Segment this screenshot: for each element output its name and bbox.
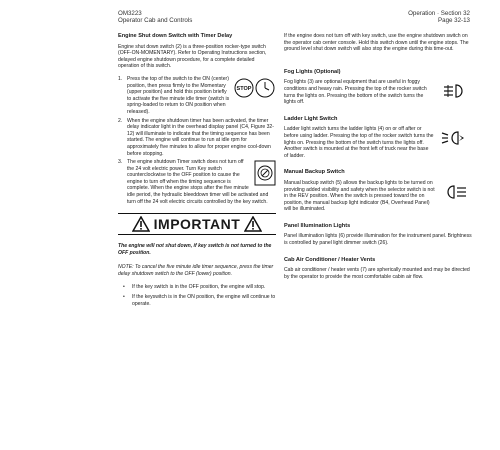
panel-illumination-section [284, 223, 474, 247]
step-text: Press the top of the switch to the ON (center) position, then press firmly to the Momentary (upper position) and hold this position briefly to activate the five minute idle timer (switch is spring-loaded to return to ON position when released). [127, 75, 230, 115]
step-text: The engine shutdown Timer switch does not turn off the 24 volt electric power. Turn Key switch counterclockwise to the OFF position to cause the engine to turn off when the timing sequence is complete. When the engine stops after the five minute idle period, the hydraulic bleeddown timer will be activated and turn off the 24 volt electric circuits controlled by the key switch. [127, 159, 269, 205]
fog-lights-text: Fog lights (3) are optional equipment that are useful in foggy conditions and heavy rain. Pressing the top of the rocker switch turns the lights on. Pressing the bottom of the switch turns the lights off. [284, 79, 427, 106]
header-right [408, 10, 470, 25]
cancel-note: NOTE: To cancel the five minute idle timer sequence, press the timer delay shutdown switch to the OFF (lower) position. [118, 264, 274, 278]
step-item [118, 76, 276, 116]
bullet-text: If the key switch is in the OFF position, the engine will stop. [132, 283, 266, 290]
important-label: IMPORTANT [153, 215, 241, 232]
cab-air-heading: Cab Air Conditioner / Heater Vents [284, 256, 376, 263]
cab-air-section [284, 257, 474, 281]
ladder-light-icon [440, 130, 468, 149]
fog-light-icon [442, 83, 468, 102]
cab-air-text: Cab air conditioner / heater vents (7) are spherically mounted and may be directed by the operator to provide the most comfortable cabin air flow. [284, 267, 470, 280]
step-number: 1. [118, 75, 123, 82]
backup-light-icon [442, 184, 468, 203]
manual-backup-section [284, 169, 474, 213]
right-column [284, 33, 474, 290]
bullet-item: • If the key switch is in the OFF position, the engine will stop. [123, 283, 266, 290]
ladder-light-heading: Ladder Light Switch [284, 115, 338, 122]
step-item [118, 159, 276, 205]
ladder-light-section [284, 116, 474, 160]
stop-icon-text: STOP [236, 85, 252, 92]
step-item [118, 118, 276, 158]
warning-triangle-icon [132, 216, 150, 232]
engine-shutdown-continued: If the engine does not turn off with key switch, use the engine shutdown switch on the operator cab center console. Hold this switch down until the engine stops. The ground level shut down switch will also stop the engine during this time-out. [284, 33, 469, 53]
engine-shutdown-steps [118, 76, 276, 205]
fog-lights-section [284, 69, 474, 106]
manual-backup-heading: Manual Backup Switch [284, 169, 345, 176]
key-switch-icon [254, 160, 276, 189]
fog-lights-heading: Fog Lights (Optional) [284, 68, 341, 75]
panel-illumination-heading: Panel Illumination Lights [284, 222, 351, 229]
page-number: Page 32-13 [438, 17, 470, 25]
step-text: When the engine shutdown timer has been activated, the timer delay indicator light in the overhead display panel (C4, Figure 32-12) will illuminate to indicate that the timing sequence has been started. The engine will continue to run at idle rpm for approximately five minutes to allow for proper engine cool-down before stopping. [127, 117, 274, 157]
bullet-item: • If the keyswitch is in the ON position, the engine will continue to operate. [123, 294, 276, 307]
document-number: OM3223 [118, 10, 142, 17]
warning-text: The engine will not shut down, if key switch is not turned to the OFF position. [118, 243, 272, 256]
note-bullets [118, 284, 276, 308]
engine-shutdown-heading: Engine Shut down Switch with Timer Delay [118, 33, 233, 39]
left-column [118, 33, 276, 311]
bullet-text: If the keyswitch is in the ON position, the engine will continue to operate. [132, 294, 276, 307]
engine-stop-timer-icon [234, 77, 276, 102]
manual-backup-text: Manual backup switch (5) allows the backup lights to be turned on providing added visibility and safety when the selector switch is not in the REV position. When the switch is pressed toward the on position, the manual backup light indicator (B4, Overhead Panel) will be illuminated. [284, 179, 435, 213]
section-title: Operation · Section 32 [408, 10, 470, 17]
panel-illumination-text: Panel illumination lights (6) provide illumination for the instrument panel. Brightness is controlled by panel light dimmer switch (26). [284, 233, 472, 247]
engine-shutdown-intro: Engine shut down switch (2) is a three-position rocker-type switch (OFF-ON-MOMENTARY). Refer to Operating Instructions section, delayed engine shutdown procedure, for a complete detailed operation of this switch. [118, 43, 267, 70]
warning-triangle-icon [244, 216, 262, 232]
important-banner [118, 213, 276, 235]
step-number: 3. [118, 159, 123, 166]
ladder-light-text: Ladder light switch turns the ladder lights (4) on or off after or before using ladder. Pressing the top of the rocker switch turns the lights on. Pressing the bottom of the switch turns the lights off. Another switch is mounted at the front left of truck near the base of ladder. [284, 126, 434, 159]
section-subtitle: Operator Cab and Controls [118, 17, 193, 25]
header-left [118, 10, 192, 25]
step-number: 2. [118, 117, 123, 124]
